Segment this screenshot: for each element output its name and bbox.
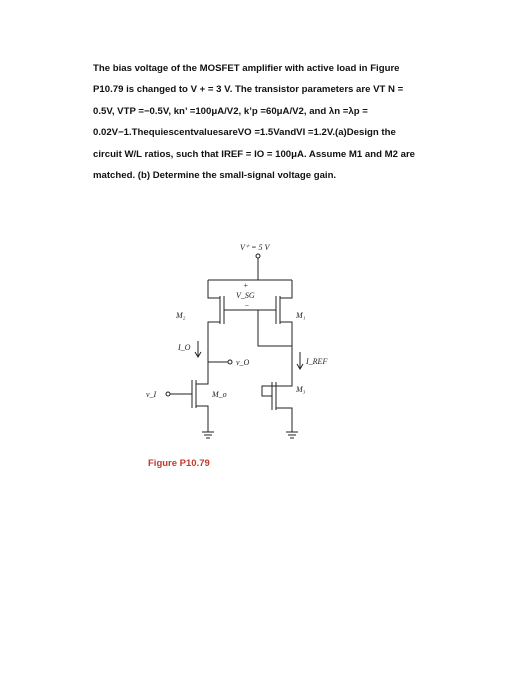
circuit-diagram bbox=[140, 236, 330, 460]
minus-sign: − bbox=[244, 301, 250, 310]
vi-label: v_I bbox=[146, 390, 157, 399]
ground-right-icon bbox=[286, 432, 298, 438]
figure-caption: Figure P10.79 bbox=[148, 458, 210, 469]
plus-sign: + bbox=[243, 281, 249, 290]
m3-label: M₃ bbox=[296, 385, 306, 394]
problem-statement bbox=[93, 58, 423, 186]
iref-arrow bbox=[297, 352, 303, 369]
problem-line-5: circuit W/L ratios, such that IREF = IO = 100μA. Assume M1 and M2 are bbox=[93, 148, 416, 160]
diode-tie bbox=[258, 310, 292, 346]
output-terminal bbox=[228, 360, 232, 364]
problem-line-4: 0.02V−1.ThequiescentvaluesareVO =1.5VandVI =1.2V.(a)Design the bbox=[93, 127, 396, 139]
mo-transistor bbox=[170, 362, 208, 432]
mo-label: M_o bbox=[212, 390, 227, 399]
problem-line-1: The bias voltage of the MOSFET amplifier with active load in Figure bbox=[93, 63, 400, 74]
problem-line-3: 0.5V, VTP =−0.5V, kn’ =100μA/V2, k’p =60μA/V2, and λn =λp = bbox=[93, 105, 368, 117]
io-arrow bbox=[195, 341, 201, 357]
problem-line-2: P10.79 is changed to V + = 3 V. The transistor parameters are VT N = bbox=[93, 84, 404, 96]
vsg-label: V_SG bbox=[236, 291, 255, 300]
m1-transistor bbox=[276, 280, 292, 376]
io-label: I_O bbox=[178, 343, 191, 352]
vo-label: v_O bbox=[236, 358, 250, 367]
m2-label: M₂ bbox=[176, 311, 186, 320]
supply-terminal bbox=[256, 254, 260, 258]
ground-left-icon bbox=[202, 432, 214, 438]
m3-transistor bbox=[262, 376, 292, 432]
input-terminal bbox=[166, 392, 170, 396]
iref-label: I_REF bbox=[306, 357, 328, 366]
m2-transistor bbox=[208, 280, 224, 362]
problem-line-6: matched. (b) Determine the small-signal voltage gain. bbox=[93, 170, 337, 182]
m1-label: M₁ bbox=[296, 311, 306, 320]
supply-label: V⁺ = 5 V bbox=[240, 243, 270, 252]
